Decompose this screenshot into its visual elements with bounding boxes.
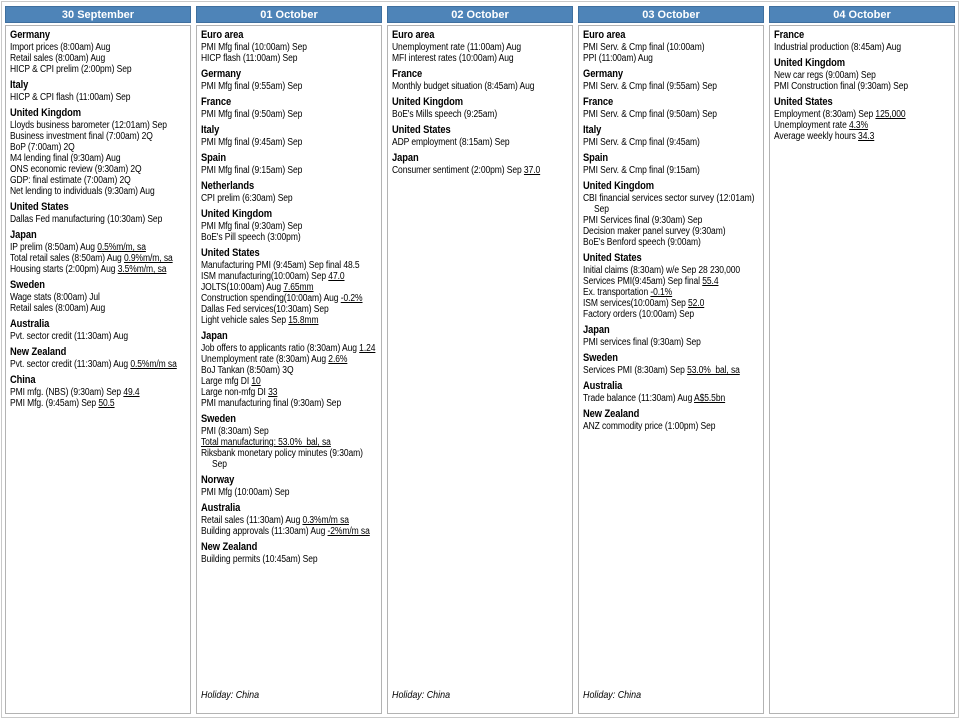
event-value: 53.0% bal, sa (687, 365, 740, 376)
event-line: Employment (8:30am) Sep 125,000 (774, 109, 906, 120)
column-content (10, 28, 187, 707)
event-line: Decision maker panel survey (9:30am) (583, 226, 726, 237)
event-line: Total retail sales (8:50am) Aug 0.9%m/m, sa (10, 253, 173, 264)
event-line: Industrial production (8:45am) Aug (774, 42, 902, 53)
country-section (201, 124, 378, 148)
country-section (583, 124, 760, 148)
event-line: Riksbank monetary policy minutes (9:30am) Sep (201, 448, 366, 470)
event-line: ANZ commodity price (1:00pm) Sep (583, 421, 716, 432)
event-value: 0.5%m/m sa (130, 359, 177, 370)
column-content (392, 28, 569, 707)
event-line: PMI Serv. & Cmp final (9:15am) (583, 165, 700, 176)
event-value: 33 (268, 387, 278, 398)
event-line: PMI Mfg final (9:45am) Sep (201, 137, 303, 148)
event-value: 15.8mm (288, 315, 319, 326)
event-line: PMI Serv. & Cmp final (10:00am) (583, 42, 705, 53)
event-value: 49.4 (123, 387, 140, 398)
event-line: ONS economic review (9:30am) 2Q (10, 164, 142, 175)
calendar-column (387, 6, 573, 714)
country-name: Italy (201, 124, 220, 136)
calendar-column (5, 6, 191, 714)
country-section (10, 229, 187, 275)
event-value: -0.1% (650, 287, 673, 298)
country-name: United Kingdom (774, 57, 846, 69)
country-section (392, 68, 569, 92)
event-line: GDP: final estimate (7:00am) 2Q (10, 175, 131, 186)
event-line: New car regs (9:00am) Sep (774, 70, 876, 81)
column-date-header: 03 October (578, 6, 764, 23)
column-date-header: 02 October (387, 6, 573, 23)
event-value: 50.5 (98, 398, 115, 409)
event-line: Unemployment rate (11:00am) Aug (392, 42, 522, 53)
event-line: BoE's Pill speech (3:00pm) (201, 232, 301, 243)
event-line: Unemployment rate (8:30am) Aug 2.6% (201, 354, 348, 365)
country-name: Euro area (392, 29, 435, 41)
country-name: Italy (583, 124, 602, 136)
country-name: France (774, 29, 805, 41)
column-content (583, 28, 760, 707)
event-value: Total manufacturing: 53.0% bal, sa (201, 437, 331, 448)
country-section (583, 96, 760, 120)
country-name: France (392, 68, 423, 80)
country-section (10, 346, 187, 370)
country-name: Australia (10, 318, 50, 330)
event-line: PMI Services final (9:30am) Sep (583, 215, 703, 226)
event-line: Job offers to applicants ratio (8:30am) Aug 1.24 (201, 343, 376, 354)
event-value: 10 (251, 376, 261, 387)
country-name: Japan (392, 152, 419, 164)
event-line: Services PMI (8:30am) Sep 53.0% bal, sa (583, 365, 740, 376)
event-value: 0.9%m/m, sa (123, 253, 173, 264)
event-value: 2.6% (328, 354, 348, 365)
column-date-header: 04 October (769, 6, 955, 23)
event-line: Factory orders (10:00am) Sep (583, 309, 695, 320)
country-section (583, 29, 760, 64)
calendar-column (769, 6, 955, 714)
event-line: PMI Mfg (10:00am) Sep (201, 487, 290, 498)
event-value: 47.0 (328, 271, 345, 282)
event-line: PMI services final (9:30am) Sep (583, 337, 701, 348)
country-name: Netherlands (201, 180, 255, 192)
country-section (392, 96, 569, 120)
calendar-column (578, 6, 764, 714)
event-line: Business investment final (7:00am) 2Q (10, 131, 153, 142)
country-name: Germany (583, 68, 623, 80)
country-section (583, 68, 760, 92)
country-section (201, 68, 378, 92)
country-name: United Kingdom (201, 208, 273, 220)
event-line (201, 437, 378, 448)
calendar-column (196, 6, 382, 714)
column-body (196, 25, 382, 714)
country-name: Sweden (201, 413, 236, 425)
event-value: 125,000 (875, 109, 906, 120)
event-value: A$5.5bn (694, 393, 726, 404)
country-name: Germany (201, 68, 241, 80)
country-name: Japan (10, 229, 37, 241)
event-line: PMI Mfg final (9:15am) Sep (201, 165, 303, 176)
event-line: Import prices (8:00am) Aug (10, 42, 111, 53)
column-content (201, 28, 378, 707)
country-section (583, 408, 760, 432)
country-name: Germany (10, 29, 50, 41)
country-name: Italy (10, 79, 29, 91)
event-line: PMI Mfg final (9:30am) Sep (201, 221, 303, 232)
event-line: CBI financial services sector survey (12:01am) Sep (583, 193, 757, 215)
event-line: HICP flash (11:00am) Sep (201, 53, 298, 64)
column-content (774, 28, 951, 707)
country-section (774, 57, 951, 92)
event-line: PMI (8:30am) Sep (201, 426, 269, 437)
country-section (201, 330, 378, 409)
column-body (769, 25, 955, 714)
event-line: JOLTS(10:00am) Aug 7.65mm (201, 282, 314, 293)
country-section (583, 180, 760, 248)
event-line: PMI Serv. & Cmp final (9:55am) Sep (583, 81, 717, 92)
holiday-note: Holiday: China (392, 689, 451, 701)
event-value: 34.3 (858, 131, 875, 142)
column-body (5, 25, 191, 714)
country-section (201, 541, 378, 565)
country-section (201, 474, 378, 498)
event-line: Consumer sentiment (2:00pm) Sep 37.0 (392, 165, 541, 176)
event-line: Retail sales (8:00am) Aug (10, 53, 106, 64)
country-section (10, 279, 187, 314)
event-line: Retail sales (8:00am) Aug (10, 303, 106, 314)
event-line: ISM services(10:00am) Sep 52.0 (583, 298, 705, 309)
country-section (583, 352, 760, 376)
event-line: BoJ Tankan (8:50am) 3Q (201, 365, 294, 376)
country-name: China (10, 374, 36, 386)
country-section (201, 180, 378, 204)
event-line: Large non-mfg DI 33 (201, 387, 278, 398)
event-value: 0.5%m/m, sa (97, 242, 146, 253)
country-name: France (201, 96, 232, 108)
event-line: PPI (11:00am) Aug (583, 53, 653, 64)
event-line: Construction spending(10:00am) Aug -0.2% (201, 293, 363, 304)
event-line: Monthly budget situation (8:45am) Aug (392, 81, 535, 92)
holiday-note: Holiday: China (583, 689, 642, 701)
country-section (10, 107, 187, 197)
column-body (387, 25, 573, 714)
country-section (201, 96, 378, 120)
country-name: Euro area (583, 29, 626, 41)
country-section (201, 208, 378, 243)
country-name: Australia (583, 380, 623, 392)
event-line: Pvt. sector credit (11:30am) Aug (10, 331, 129, 342)
country-name: New Zealand (201, 541, 258, 553)
calendar-board (5, 6, 955, 714)
country-section (392, 152, 569, 176)
event-value: 3.5%m/m, sa (117, 264, 167, 275)
country-section (201, 247, 378, 326)
event-line: BoE's Benford speech (9:00am) (583, 237, 701, 248)
country-name: France (583, 96, 614, 108)
event-value: 55.4 (702, 276, 719, 287)
event-line: BoP (7:00am) 2Q (10, 142, 75, 153)
event-line: PMI mfg. (NBS) (9:30am) Sep 49.4 (10, 387, 140, 398)
event-line: ADP employment (8:15am) Sep (392, 137, 510, 148)
event-line: CPI prelim (6:30am) Sep (201, 193, 293, 204)
country-section (774, 29, 951, 53)
country-section (583, 380, 760, 404)
event-value: 52.0 (688, 298, 705, 309)
event-line: Net lending to individuals (9:30am) Aug (10, 186, 155, 197)
country-name: United States (392, 124, 451, 136)
event-line: Services PMI(9:45am) Sep final 55.4 (583, 276, 719, 287)
event-line: Building approvals (11:30am) Aug -2%m/m sa (201, 526, 370, 537)
event-line: Unemployment rate 4.3% (774, 120, 869, 131)
country-section (10, 201, 187, 225)
event-line: Initial claims (8:30am) w/e Sep 28 230,000 (583, 265, 741, 276)
country-name: United Kingdom (583, 180, 655, 192)
column-body (578, 25, 764, 714)
event-line: PMI Serv. & Cmp final (9:45am) (583, 137, 700, 148)
country-section (583, 324, 760, 348)
event-value: 4.3% (849, 120, 869, 131)
event-line: Large mfg DI 10 (201, 376, 261, 387)
country-name: Norway (201, 474, 235, 486)
country-section (774, 96, 951, 142)
country-section (392, 124, 569, 148)
calendar-frame (1, 1, 959, 718)
event-line: Lloyds business barometer (12:01am) Sep (10, 120, 167, 131)
event-value: 0.3%m/m sa (302, 515, 349, 526)
event-line: ISM manufacturing(10:00am) Sep 47.0 (201, 271, 345, 282)
country-name: United States (583, 252, 642, 264)
country-name: Spain (583, 152, 609, 164)
event-line: IP prelim (8:50am) Aug 0.5%m/m, sa (10, 242, 146, 253)
event-line: Trade balance (11:30am) Aug A$5.5bn (583, 393, 726, 404)
country-name: Sweden (583, 352, 618, 364)
country-section (10, 374, 187, 409)
event-line: PMI Mfg. (9:45am) Sep 50.5 (10, 398, 115, 409)
country-section (583, 252, 760, 320)
event-line: Manufacturing PMI (9:45am) Sep final 48.5 (201, 260, 360, 271)
country-section (10, 79, 187, 103)
event-line: Wage stats (8:00am) Jul (10, 292, 100, 303)
country-name: Euro area (201, 29, 244, 41)
event-line: MFI interest rates (10:00am) Aug (392, 53, 514, 64)
country-section (201, 29, 378, 64)
event-value: -0.2% (340, 293, 363, 304)
event-line: Housing starts (2:00pm) Aug 3.5%m/m, sa (10, 264, 167, 275)
country-name: New Zealand (583, 408, 640, 420)
event-line: Ex. transportation -0.1% (583, 287, 673, 298)
country-section (10, 29, 187, 75)
column-date-header: 01 October (196, 6, 382, 23)
event-line: Light vehicle sales Sep 15.8mm (201, 315, 319, 326)
country-name: United Kingdom (392, 96, 464, 108)
event-line: Pvt. sector credit (11:30am) Aug 0.5%m/m sa (10, 359, 177, 370)
event-line: Average weekly hours 34.3 (774, 131, 875, 142)
event-line: PMI Construction final (9:30am) Sep (774, 81, 909, 92)
country-section (201, 152, 378, 176)
country-section (392, 29, 569, 64)
country-name: United States (10, 201, 69, 213)
event-line: PMI Mfg final (10:00am) Sep (201, 42, 307, 53)
country-name: New Zealand (10, 346, 67, 358)
event-value: 7.65mm (283, 282, 314, 293)
country-name: United States (774, 96, 833, 108)
country-name: United Kingdom (10, 107, 82, 119)
country-section (10, 318, 187, 342)
event-value: -2%m/m sa (327, 526, 370, 537)
country-section (201, 502, 378, 537)
country-section (583, 152, 760, 176)
country-name: Australia (201, 502, 241, 514)
event-line: HICP & CPI flash (11:00am) Sep (10, 92, 131, 103)
event-line: Retail sales (11:30am) Aug 0.3%m/m sa (201, 515, 349, 526)
event-line: Dallas Fed manufacturing (10:30am) Sep (10, 214, 163, 225)
event-line: PMI manufacturing final (9:30am) Sep (201, 398, 342, 409)
holiday-note: Holiday: China (201, 689, 260, 701)
event-line: M4 lending final (9:30am) Aug (10, 153, 121, 164)
country-name: Japan (583, 324, 610, 336)
column-date-header: 30 September (5, 6, 191, 23)
event-value: 1.24 (359, 343, 376, 354)
country-name: Japan (201, 330, 228, 342)
event-line: HICP & CPI prelim (2:00pm) Sep (10, 64, 132, 75)
country-name: United States (201, 247, 260, 259)
event-line: PMI Serv. & Cmp final (9:50am) Sep (583, 109, 717, 120)
event-value: 37.0 (523, 165, 541, 176)
event-line: Dallas Fed services(10:30am) Sep (201, 304, 329, 315)
country-name: Spain (201, 152, 227, 164)
country-section (201, 413, 378, 470)
event-line: BoE's Mills speech (9:25am) (392, 109, 498, 120)
event-line: PMI Mfg final (9:55am) Sep (201, 81, 303, 92)
event-line: Building permits (10:45am) Sep (201, 554, 318, 565)
event-line: PMI Mfg final (9:50am) Sep (201, 109, 303, 120)
country-name: Sweden (10, 279, 45, 291)
